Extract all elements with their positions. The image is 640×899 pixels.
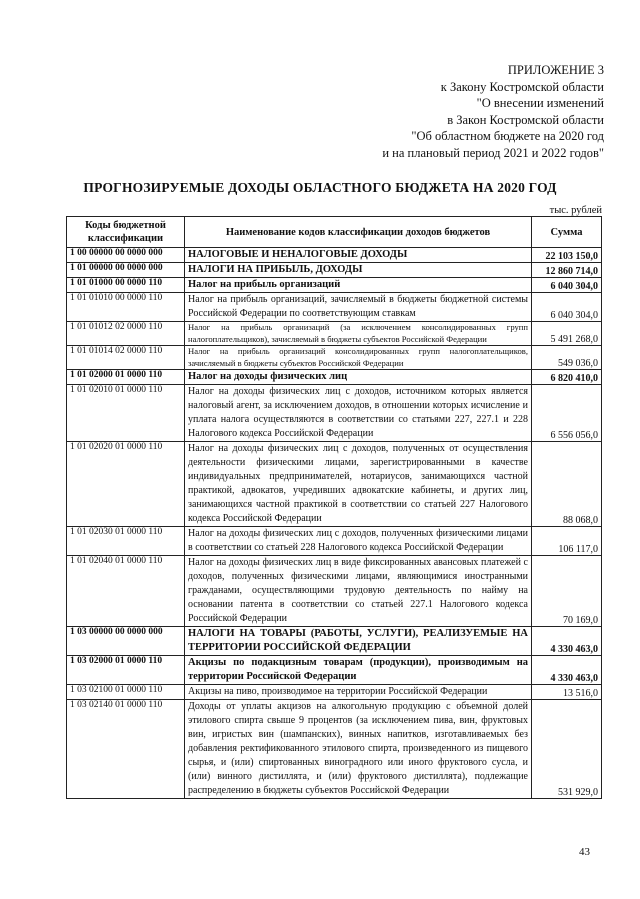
code-cell: 1 03 00000 00 0000 000 [67, 627, 185, 656]
code-cell: 1 01 02030 01 0000 110 [67, 527, 185, 556]
name-cell: Налог на прибыль организаций консолидированных групп налогоплательщиков, зачисляемый в бюджеты субъектов Российской Федерации [185, 346, 532, 370]
code-cell: 1 01 02000 01 0000 110 [67, 370, 185, 385]
table-row [67, 656, 602, 685]
table-row [67, 556, 602, 627]
appendix-block [284, 62, 604, 161]
table-row [67, 293, 602, 322]
sum-cell: 5 491 268,0 [532, 322, 602, 346]
name-cell: Налог на прибыль организаций (за исключением консолидированных групп налогоплательщиков), зачисляемый в бюджеты субъектов Российской Федерации [185, 322, 532, 346]
table-row [67, 346, 602, 370]
code-cell: 1 01 00000 00 0000 000 [67, 263, 185, 278]
code-cell: 1 00 00000 00 0000 000 [67, 248, 185, 263]
name-cell: Налог на прибыль организаций [185, 278, 532, 293]
sum-cell: 6 040 304,0 [532, 293, 602, 322]
name-cell: Налог на прибыль организаций, зачисляемый в бюджеты бюджетной системы Российской Федерации по соответствующим ставкам [185, 293, 532, 322]
name-cell: НАЛОГОВЫЕ И НЕНАЛОГОВЫЕ ДОХОДЫ [185, 248, 532, 263]
sum-cell: 4 330 463,0 [532, 627, 602, 656]
table-row [67, 278, 602, 293]
appendix-line: к Закону Костромской области [440, 79, 604, 94]
sum-cell: 6 556 056,0 [532, 385, 602, 442]
name-cell: Акцизы на пиво, производимое на территории Российской Федерации [185, 685, 532, 700]
sum-cell: 6 820 410,0 [532, 370, 602, 385]
code-cell: 1 01 01014 02 0000 110 [67, 346, 185, 370]
name-cell: Налог на доходы физических лиц с доходов, полученных от осуществления деятельности физическими лицами, зарегистрированными в качестве индивидуальных предпринимателей, нотариусов, занимающихся частной практикой, адвокатов, учредивших адвокатские кабинеты, и других лиц, занимающихся частной практикой в соответствии со статьей 227 Налогового кодекса Российской Федерации [185, 442, 532, 527]
sum-cell: 106 117,0 [532, 527, 602, 556]
sum-cell: 6 040 304,0 [532, 278, 602, 293]
page-number: 43 [579, 846, 590, 858]
name-cell: Налог на доходы физических лиц с доходов, источником которых является налоговый агент, за исключением доходов, в отношении которых исчисление и уплата налога осуществляются в соответствии со статьями 227, 227.1 и 228 Налогового кодекса Российской Федерации [185, 385, 532, 442]
appendix-line: в Закон Костромской области [447, 112, 604, 127]
header-sum: Сумма [532, 217, 602, 248]
name-cell: Доходы от уплаты акцизов на алкогольную продукцию с объемной долей этилового спирта свыше 9 процентов (за исключением пива, вин, фруктовых вин, игристых вин (шампанских), винных напитков, изготавливаемых без добавления ректификованного этилового спирта, произведенного из пищевого сырья, и (или) спиртованных виноградного или иного фруктового сусла, и (или) винного дистиллята, и (или) фруктового дистиллята), подлежащие распределению в бюджеты субъектов Российской Федерации [185, 700, 532, 799]
appendix-line: "О внесении изменений [476, 96, 604, 110]
table-row [67, 248, 602, 263]
name-cell: НАЛОГИ НА ПРИБЫЛЬ, ДОХОДЫ [185, 263, 532, 278]
sum-cell: 88 068,0 [532, 442, 602, 527]
sum-cell: 13 516,0 [532, 685, 602, 700]
table-row [67, 370, 602, 385]
name-cell: Налог на доходы физических лиц с доходов, полученных физическими лицами в соответствии со статьей 228 Налогового кодекса Российской Федерации [185, 527, 532, 556]
code-cell: 1 01 02040 01 0000 110 [67, 556, 185, 627]
revenue-table [66, 216, 602, 799]
code-cell: 1 01 01010 00 0000 110 [67, 293, 185, 322]
code-cell: 1 01 01012 02 0000 110 [67, 322, 185, 346]
code-cell: 1 01 02010 01 0000 110 [67, 385, 185, 442]
table-row [67, 700, 602, 799]
name-cell: НАЛОГИ НА ТОВАРЫ (РАБОТЫ, УСЛУГИ), РЕАЛИЗУЕМЫЕ НА ТЕРРИТОРИИ РОССИЙСКОЙ ФЕДЕРАЦИИ [185, 627, 532, 656]
sum-cell: 12 860 714,0 [532, 263, 602, 278]
appendix-line: и на плановый период 2021 и 2022 годов" [382, 145, 604, 160]
sum-cell: 549 036,0 [532, 346, 602, 370]
table-row [67, 322, 602, 346]
table-row [67, 385, 602, 442]
table-body [67, 248, 602, 799]
name-cell: Налог на доходы физических лиц [185, 370, 532, 385]
header-name: Наименование кодов классификации доходов бюджетов [185, 217, 532, 248]
table-row [67, 627, 602, 656]
document-title: ПРОГНОЗИРУЕМЫЕ ДОХОДЫ ОБЛАСТНОГО БЮДЖЕТА НА 2020 ГОД [83, 180, 557, 195]
sum-cell: 22 103 150,0 [532, 248, 602, 263]
sum-cell: 70 169,0 [532, 556, 602, 627]
name-cell: Налог на доходы физических лиц в виде фиксированных авансовых платежей с доходов, полученных физическими лицами, являющимися иностранными гражданами, осуществляющими трудовую деятельность по найму на основании патента в соответствии со статьей 227.1 Налогового кодекса Российской Федерации [185, 556, 532, 627]
sum-cell: 4 330 463,0 [532, 656, 602, 685]
code-cell: 1 01 02020 01 0000 110 [67, 442, 185, 527]
table-row [67, 442, 602, 527]
appendix-line: "Об областном бюджете на 2020 год [411, 129, 604, 143]
table-row [67, 685, 602, 700]
units-label: тыс. рублей [549, 205, 602, 216]
appendix-line: ПРИЛОЖЕНИЕ 3 [507, 63, 604, 77]
table-row [67, 263, 602, 278]
table-header-row [67, 217, 602, 248]
code-cell: 1 03 02140 01 0000 110 [67, 700, 185, 799]
code-cell: 1 03 02000 01 0000 110 [67, 656, 185, 685]
sum-cell: 531 929,0 [532, 700, 602, 799]
code-cell: 1 03 02100 01 0000 110 [67, 685, 185, 700]
name-cell: Акцизы по подакцизным товарам (продукции), производимым на территории Российской Федерации [185, 656, 532, 685]
code-cell: 1 01 01000 00 0000 110 [67, 278, 185, 293]
table-row [67, 527, 602, 556]
header-code: Коды бюджетной классификации [67, 217, 185, 248]
